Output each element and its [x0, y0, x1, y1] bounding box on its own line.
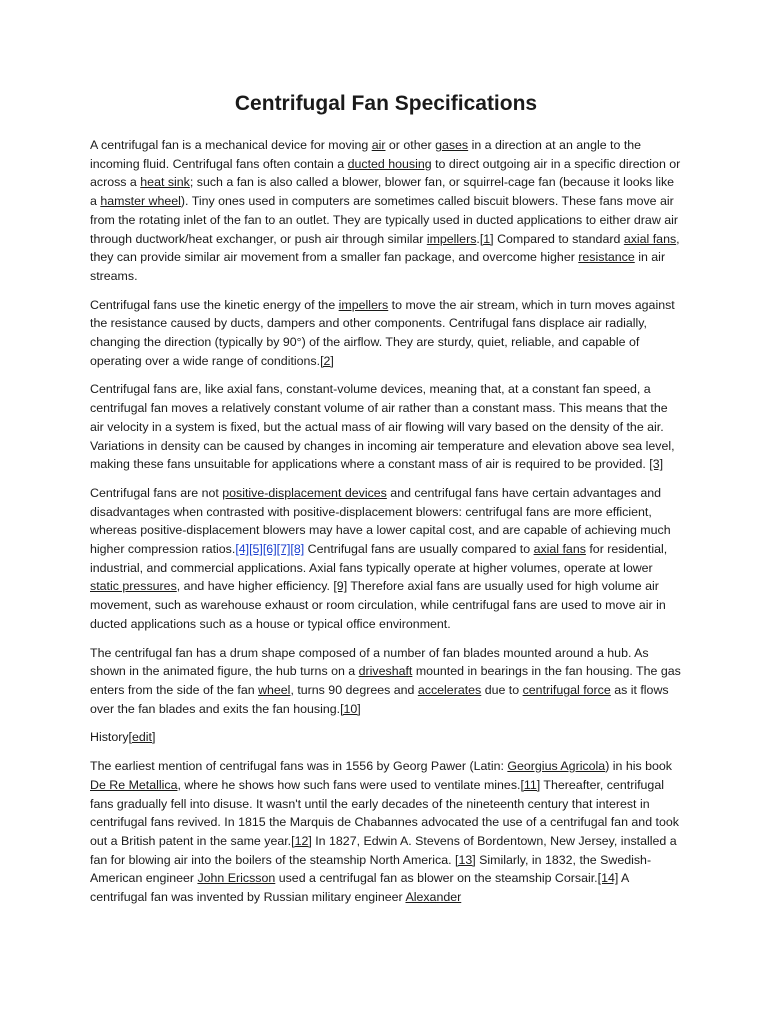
wiki-link[interactable]: axial fans [533, 542, 586, 557]
wiki-link[interactable]: centrifugal force [522, 682, 611, 697]
wiki-link[interactable]: hamster wheel [100, 194, 181, 209]
citation-link[interactable]: [1] [479, 231, 494, 246]
paragraph-kinetic [90, 296, 682, 371]
wiki-link[interactable]: Alexander [405, 890, 462, 905]
paragraph-text: In 1827, Edwin A. Stevens of Bordentown, New Jersey, installed a fan for blowing air into the boilers of the steamship North America. [90, 833, 677, 867]
paragraph-text: Centrifugal fans are not [90, 485, 223, 500]
paragraph-text: for residential, industrial, and commercial applications. Axial fans typically operate at higher volumes, operate at lower [90, 542, 668, 575]
paragraph-text: A centrifugal fan was invented by Russian military engineer [90, 871, 629, 905]
paragraph-text: ). Tiny ones used in computers are sometimes called biscuit blowers. These fans move air from the rotating inlet of the fan to an outlet. They are typically used in ducted applications to either draw air through ductwork/heat exchanger, or push air through similar [90, 194, 678, 246]
document-body [90, 136, 682, 907]
paragraph-text: Compared to standard [493, 231, 624, 246]
paragraph-text: to direct outgoing air in a specific direction or across a [90, 156, 681, 190]
paragraph-text: to move the air stream, which in turn moves against the resistance caused by ducts, dampers and other components. Centrifugal fans displace air radially, changing the direction (typically by 90°) of the airflow. They are sturdy, quiet, reliable, and capable of operating over a wide range of conditions. [90, 297, 675, 368]
paragraph-text: as it flows over the fan blades and exits the fan housing. [90, 682, 669, 716]
page-title: Centrifugal Fan Specifications [234, 92, 538, 115]
paragraph-text: mounted in bearings in the fan housing. The gas enters from the side of the fan [90, 664, 681, 697]
wiki-link[interactable]: ducted housing [347, 156, 432, 171]
wiki-link[interactable]: driveshaft [358, 664, 413, 679]
paragraph-text: The centrifugal fan has a drum shape composed of a number of fan blades mounted around a hub. As shown in the animated figure, the hub turns on a [90, 645, 649, 679]
citation-link[interactable]: [10] [340, 701, 361, 716]
citation-link[interactable]: [2] [320, 353, 334, 368]
paragraph-text: ] [151, 730, 156, 745]
citation-link[interactable]: [13] [455, 852, 476, 867]
paragraph-history-heading [90, 728, 682, 747]
paragraph-text: Therefore axial fans are usually used for high volume air movement, such as warehouse exhaust or room circulation, while centrifugal fans are used to move air in ducted applications such as a house or typical office environment. [90, 579, 666, 631]
paragraph-intro [90, 136, 682, 286]
wiki-link[interactable]: air [371, 138, 386, 152]
paragraph-constant-volume [90, 380, 682, 474]
paragraph-text: or other [385, 138, 436, 152]
wiki-link[interactable]: wheel [258, 682, 291, 697]
citation-link[interactable]: [4][5][6][7][8] [235, 542, 305, 557]
wiki-link[interactable]: resistance [578, 250, 635, 265]
paragraph-positive-displacement [90, 484, 682, 634]
paragraph-text: , where he shows how such fans were used to ventilate mines. [177, 777, 521, 792]
wiki-link[interactable]: impellers [426, 231, 477, 246]
wiki-link[interactable]: heat sink [140, 175, 190, 190]
paragraph-text: Similarly, in 1832, the Swedish-American engineer [90, 852, 652, 886]
paragraph-text: in air streams. [90, 250, 666, 283]
paragraph-text: Centrifugal fans are, like axial fans, constant-volume devices, meaning that, at a constant fan speed, a centrifugal fan moves a relatively constant volume of air rather than a constant mass. This means that the air velocity in a system is fixed, but the actual mass of air flowing will vary based on the density of the air. Variations in density can be caused by changes in incoming air temperature and elevation above sea level, making these fans unsuitable for applications where a constant mass of air is required to be provided. [90, 382, 675, 472]
paragraph-text: , and have higher efficiency. [176, 579, 334, 594]
citation-link[interactable]: [11] [520, 777, 541, 792]
paragraph-text: , they can provide similar air movement from a smaller fan package, and overcome higher [90, 231, 680, 265]
wiki-link[interactable]: positive-displacement devices [222, 485, 387, 500]
paragraph-text: Thereafter, centrifugal fans gradually fell into disuse. It wasn't until the early decades of the nineteenth century that interest in centrifugal fans revived. In 1815 the Marquis de Chabannes advocated the use of a centrifugal fan and took out a British patent in the same year. [90, 777, 679, 848]
wiki-link[interactable]: Georgius Agricola [507, 759, 606, 774]
wiki-link[interactable]: gases [435, 138, 469, 152]
wiki-link[interactable]: John Ericsson [197, 871, 276, 886]
paragraph-text: ; such a fan is also called a blower, blower fan, or squirrel-cage fan (because it looks like a [90, 175, 675, 209]
paragraph-drum-shape [90, 644, 682, 719]
wiki-link[interactable]: accelerates [417, 682, 482, 697]
wiki-link[interactable]: static pressures [90, 579, 177, 594]
paragraph-text: Centrifugal fans use the kinetic energy of the [90, 297, 339, 312]
paragraph-text: . [476, 231, 480, 246]
paragraph-text: in a direction at an angle to the incoming fluid. Centrifugal fans often contain a [90, 138, 642, 171]
paragraph-text: ) in his book [605, 759, 672, 774]
paragraph-text: used a centrifugal fan as blower on the steamship Corsair. [275, 871, 598, 886]
citation-link[interactable]: [14] [597, 871, 619, 886]
citation-link[interactable]: [12] [291, 833, 312, 848]
wiki-link[interactable]: De Re Metallica [90, 777, 178, 792]
paragraph-text: Centrifugal fans are usually compared to [304, 542, 534, 557]
paragraph-text: , turns 90 degrees and [290, 682, 418, 697]
citation-link[interactable]: [3] [649, 457, 664, 472]
paragraph-text: The earliest mention of centrifugal fans was in 1556 by Georg Pawer (Latin: [90, 759, 508, 774]
paragraph-text: due to [481, 682, 523, 697]
wiki-link[interactable]: axial fans [623, 231, 677, 246]
wiki-link[interactable]: impellers [338, 297, 389, 312]
paragraph-text: and centrifugal fans have certain advantages and disadvantages when contrasted with positive-displacement blowers: centrifugal fans are more efficient, whereas positive-displacement blowers may have a lower capital cost, and are capable of achieving much higher compression ratios. [90, 485, 671, 557]
paragraph-history [90, 757, 682, 907]
paragraph-text: History[ [90, 730, 132, 745]
paragraph-text: A centrifugal fan is a mechanical device for moving [90, 138, 372, 152]
citation-link[interactable]: [9] [333, 579, 348, 594]
wiki-link[interactable]: edit [132, 730, 152, 745]
